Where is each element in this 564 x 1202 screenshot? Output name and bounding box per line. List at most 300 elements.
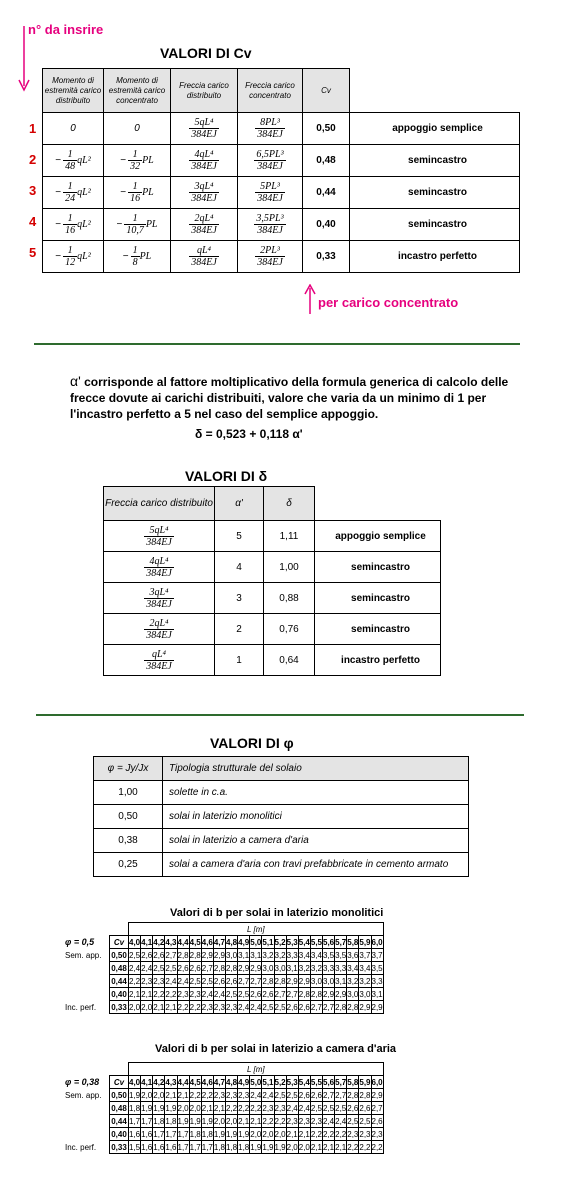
delta-row [104,583,441,614]
cv-support-label: incastro perfetto [350,241,520,273]
b-value: 2,6 [286,1002,298,1012]
b-value: 2,1 [165,1090,177,1100]
numerator: 1 [132,245,138,256]
b-value: 2,3 [141,976,153,986]
cv-moment-distributed [43,113,104,145]
delta-alpha: 4 [215,552,264,583]
b-value: 2,4 [286,1103,298,1113]
delta-table [103,486,441,676]
length-col: 4,1 [141,1077,153,1087]
b-value: 2,5 [238,989,250,999]
empty-cell [110,923,129,936]
cv-value: 0,48 [303,145,350,177]
b-value: 1,7 [165,1129,177,1139]
b-value: 1,9 [129,1090,141,1100]
minus-sign: − [116,219,123,231]
b-row [63,975,383,988]
value: 0 [70,123,76,134]
row-label [63,975,110,988]
denominator: 384EJ [146,598,172,610]
numerator: 2PL³ [255,245,285,257]
b-value: 1,6 [165,1142,177,1152]
b-value: 2,0 [129,1002,141,1012]
b-value: 3,4 [347,963,359,973]
fraction [189,181,219,204]
b-value: 2,2 [335,1129,347,1139]
fraction [189,117,219,140]
row-label [63,1102,110,1115]
b-value: 3,1 [371,989,383,999]
fraction-body [255,117,285,140]
b-value: 2,4 [165,976,177,986]
b-value: 2,4 [250,1090,262,1100]
denominator: 384EJ [146,629,172,641]
b-value: 2,7 [201,963,213,973]
fraction-body [189,149,219,172]
fraction [116,213,158,236]
phi-description: solette in c.a. [163,781,469,805]
delta-header: Freccia carico distribuito [104,487,215,521]
fraction-body [63,149,77,172]
minus-sign: − [120,187,127,199]
length-col: 4,0 [129,937,141,947]
delta-support-label: semincastro [315,614,441,645]
numerator: 1 [128,149,142,161]
b-value: 3,0 [323,976,335,986]
b-value: 3,2 [347,976,359,986]
b-value: 3,2 [274,950,286,960]
numerator: 8PL³ [255,117,285,129]
cv-deflection-distributed [171,241,238,273]
cv-header: Cv [110,936,129,949]
b-value: 1,7 [177,1142,189,1152]
b-value: 3,5 [323,950,335,960]
b-column-row [63,936,383,949]
phi-label: φ = 0,5 [65,937,95,947]
cv-title: VALORI DI Cv [160,45,252,61]
b-value: 2,0 [177,1103,189,1113]
fraction-body [128,181,142,204]
numerator: qL⁴ [189,245,219,257]
cv-header: Cv [303,69,350,113]
b-row [63,962,383,975]
b-value: 3,0 [226,950,238,960]
b-value: 2,2 [201,1090,213,1100]
b-value: 2,3 [298,1116,310,1126]
b-value: 2,7 [286,989,298,999]
delta-header: δ [264,487,315,521]
b-value: 2,8 [298,989,310,999]
length-col: 5,8 [347,937,359,947]
delta-row [104,521,441,552]
fraction [122,245,152,268]
b-value: 2,3 [213,1090,225,1100]
b-value: 2,3 [226,1002,238,1012]
b-value: 1,8 [165,1116,177,1126]
b-row [63,1115,383,1128]
phi-row [94,853,469,877]
numerator: qL⁴ [144,649,174,661]
b-value: 3,2 [359,976,371,986]
denominator: 384EJ [257,161,283,172]
length-col: 5,8 [347,1077,359,1087]
factor: PL [139,251,152,263]
empty-cell [63,923,110,936]
b-value: 2,5 [335,1103,347,1113]
b-value: 2,0 [226,1116,238,1126]
b-value: 2,2 [371,1142,383,1152]
fraction [144,648,174,672]
b-value: 1,8 [226,1142,238,1152]
cv-deflection-distributed [171,145,238,177]
delta-row [104,645,441,676]
b-value: 2,1 [213,1103,225,1113]
minus-sign: − [55,155,62,167]
row-number: 5 [29,245,37,260]
b-value: 2,9 [250,963,262,973]
cv-cell: 0,50 [111,1090,127,1100]
b-value: 2,5 [189,976,201,986]
fraction-body [189,181,219,204]
cv-row [43,113,520,145]
b-value: 1,9 [201,1116,213,1126]
numerator: 4qL⁴ [189,149,219,161]
b-value: 2,3 [274,1103,286,1113]
b-value: 3,7 [371,950,383,960]
row-label: Sem. app. [65,950,102,960]
b-value: 2,6 [177,963,189,973]
b-value: 1,8 [153,1116,165,1126]
numerator: 1 [63,245,77,257]
cv-value: 0,40 [303,209,350,241]
b-value: 2,0 [141,1002,153,1012]
fraction [189,245,219,268]
b-value: 3,2 [262,950,274,960]
b-value: 2,8 [347,1090,359,1100]
phi-value: 0,25 [94,853,163,877]
b-value: 1,9 [262,1142,274,1152]
b-value: 1,6 [141,1142,153,1152]
b-value: 2,7 [323,1002,335,1012]
denominator: 384EJ [191,129,217,140]
b-value: 2,0 [262,1129,274,1139]
b-value: 1,9 [274,1142,286,1152]
numerator: 1 [63,213,77,225]
b-row [63,988,383,1001]
delta-value: 0,64 [264,645,315,676]
delta-support-label: semincastro [315,583,441,614]
length-header: L [m] [129,1063,384,1076]
b-value: 2,9 [298,976,310,986]
fraction [144,617,174,641]
factor: PL [142,187,154,199]
b-value: 2,2 [310,1129,322,1139]
b-value: 1,7 [177,1129,189,1139]
b-value: 2,1 [298,1129,310,1139]
b-value: 3,6 [347,950,359,960]
cv-value: 0,33 [303,241,350,273]
length-col: 4,3 [165,937,177,947]
b-value: 2,7 [165,950,177,960]
b-value: 2,7 [274,989,286,999]
row-number: 3 [29,183,37,198]
fraction [55,213,91,236]
cv-header: Cv [110,1076,129,1089]
b-value: 2,1 [335,1142,347,1152]
length-col: 4,6 [201,937,213,947]
denominator: 384EJ [191,193,217,204]
alpha-symbol: α' [70,373,81,389]
length-col: 5,9 [359,1077,371,1087]
b-value: 2,0 [274,1129,286,1139]
cv-header: Momento di estremità carico distribuito [43,69,104,113]
fraction-body [144,525,174,548]
b-value: 2,7 [371,1103,383,1113]
cv-deflection-concentrated [238,113,303,145]
fraction [255,245,285,268]
cv-cell: 0,40 [111,989,127,999]
length-col: 5,7 [335,937,347,947]
row-label [63,1128,110,1141]
b-value: 1,9 [189,1116,201,1126]
length-col: 4,7 [213,937,225,947]
b-row [63,1001,383,1014]
length-col: 6,0 [371,1077,383,1087]
b-value: 2,1 [129,989,141,999]
b-value: 2,0 [298,1142,310,1152]
b-value: 2,4 [201,989,213,999]
cv-deflection-concentrated [238,177,303,209]
b-value: 3,7 [359,950,371,960]
b-value: 2,6 [347,1103,359,1113]
numerator: 2qL⁴ [144,618,174,630]
cv-deflection-distributed [171,209,238,241]
b-value: 2,5 [323,1103,335,1113]
cv-cell: 0,48 [111,1103,127,1113]
fraction-body [189,213,219,236]
b-value: 1,9 [165,1103,177,1113]
delta-support-label: incastro perfetto [315,645,441,676]
b-value: 2,7 [250,976,262,986]
fraction [55,245,91,268]
b-value: 3,3 [286,950,298,960]
b-value: 2,4 [213,989,225,999]
length-col: 4,2 [153,937,165,947]
b-value: 2,9 [201,950,213,960]
b-value: 2,9 [371,1002,383,1012]
b-value: 1,9 [250,1142,262,1152]
length-col: 4,6 [201,1077,213,1087]
length-col: 4,5 [189,1077,201,1087]
length-col: 5,3 [286,1077,298,1087]
b-value: 2,4 [141,963,153,973]
b-value: 2,2 [347,1142,359,1152]
length-col: 4,4 [177,937,189,947]
b-value: 2,1 [141,989,153,999]
b-value: 2,8 [226,963,238,973]
numerator: 5qL⁴ [144,525,174,537]
cv-cell: 0,44 [111,976,127,986]
cv-support-label: semincastro [350,209,520,241]
fraction [55,181,91,204]
fraction-body [254,213,285,236]
b-value: 2,8 [213,963,225,973]
b-value: 3,0 [310,976,322,986]
b-value: 2,2 [129,976,141,986]
fraction [189,149,219,172]
b-value: 2,0 [213,1116,225,1126]
b-value: 2,5 [201,976,213,986]
b-header-row [63,1063,383,1076]
length-col: 5,7 [335,1077,347,1087]
numerator: 6,5PL³ [256,149,284,160]
cv-deflection-concentrated [238,145,303,177]
length-col: 4,8 [226,937,238,947]
row-label: Inc. perf. [65,1002,97,1012]
b-value: 2,9 [238,963,250,973]
fraction-body [131,245,140,268]
cv-value: 0,44 [303,177,350,209]
divider [36,714,524,716]
b-value: 2,3 [310,1116,322,1126]
delta-row [104,552,441,583]
numerator: 2qL⁴ [189,213,219,225]
b-value: 2,1 [250,1116,262,1126]
b-value: 1,7 [189,1142,201,1152]
length-col: 4,8 [226,1077,238,1087]
length-col: 5,5 [310,1077,322,1087]
cv-cell: 0,44 [111,1116,127,1126]
b-value: 2,8 [274,976,286,986]
arrow-down-icon [18,26,30,94]
b-value: 1,9 [177,1116,189,1126]
b-value: 2,4 [250,1002,262,1012]
b-value: 2,1 [201,1103,213,1113]
denominator: 24 [65,193,76,204]
cv-header: Freccia carico concentrato [238,69,303,113]
phi-description: solai a camera d'aria con travi prefabbricate in cemento armato [163,853,469,877]
numerator: 4qL⁴ [144,556,174,568]
fraction-body [255,245,285,268]
minus-sign: − [122,251,129,263]
phi-value: 1,00 [94,781,163,805]
denominator: 16 [65,225,76,236]
fraction [255,117,285,140]
b-value: 2,7 [238,976,250,986]
cv-value: 0,50 [303,113,350,145]
b-value: 2,6 [226,976,238,986]
b-value: 2,0 [153,1090,165,1100]
numerator: 3qL⁴ [144,587,174,599]
length-col: 4,5 [189,937,201,947]
b-value: 2,1 [310,1142,322,1152]
b-value: 2,2 [238,1103,250,1113]
b-value: 1,6 [153,1142,165,1152]
b-value: 3,1 [238,950,250,960]
delta-deflection [104,552,215,583]
cv-header: Momento di estremità carico concentrato [104,69,171,113]
b-value: 2,1 [165,1002,177,1012]
fraction-body [189,117,219,140]
alpha-paragraph [70,373,520,422]
fraction-body [144,649,174,672]
factor: qL² [77,155,91,167]
b-value: 1,9 [226,1129,238,1139]
delta-value: 1,00 [264,552,315,583]
b-value: 2,0 [141,1090,153,1100]
denominator: 384EJ [257,193,283,204]
b-value: 2,1 [177,1090,189,1100]
b-row [63,1089,383,1102]
delta-support-label: semincastro [315,552,441,583]
b-value: 2,8 [347,1002,359,1012]
factor: PL [142,155,154,167]
phi-row [94,805,469,829]
delta-deflection [104,521,215,552]
delta-support-label: appoggio semplice [315,521,441,552]
numerator: 1 [128,181,142,193]
b-value: 3,4 [298,950,310,960]
numerator: 5PL³ [255,181,285,193]
cv-row [43,209,520,241]
b-value: 2,0 [250,1129,262,1139]
fraction-body [144,587,174,610]
length-header: L [m] [129,923,384,936]
delta-deflection [104,614,215,645]
cv-cell: 0,33 [111,1002,127,1012]
row-number: 1 [29,121,37,136]
numerator: 5qL⁴ [189,117,219,129]
b-value: 2,6 [189,963,201,973]
b-value: 1,8 [129,1103,141,1113]
b-value: 2,3 [226,1090,238,1100]
delta-alpha: 3 [215,583,264,614]
fraction [189,213,219,236]
b-value: 1,9 [153,1103,165,1113]
b-value: 2,7 [323,1090,335,1100]
cv-cell: 0,40 [111,1129,127,1139]
b1-table [63,922,384,1014]
row-number: 2 [29,152,37,167]
b-value: 3,1 [335,976,347,986]
b-value: 2,3 [371,1129,383,1139]
b-value: 2,2 [189,1090,201,1100]
length-col: 4,9 [238,1077,250,1087]
fraction [55,149,91,172]
annotation-bottom: per carico concentrato [318,295,459,310]
b-value: 2,3 [347,1129,359,1139]
b-value: 2,5 [165,963,177,973]
b-value: 2,6 [153,950,165,960]
fraction-body [63,245,77,268]
alpha-description: corrisponde al fattore moltiplicativo della formula generica di calcolo delle frecce dovute ai carichi distribuiti, valore che varia da un minimo di 1 per l'incastro perfetto a 5 nel caso del semplice appoggio. [70,375,509,421]
cv-moment-distributed [43,241,104,273]
length-col: 5,9 [359,937,371,947]
b-value: 2,8 [177,950,189,960]
phi-value: 0,50 [94,805,163,829]
b-value: 2,9 [323,989,335,999]
b-value: 3,3 [323,963,335,973]
b-value: 1,8 [213,1142,225,1152]
annotation-top: n° da insrire [28,22,104,37]
b-value: 2,5 [129,950,141,960]
phi-description: solai in laterizio monolitici [163,805,469,829]
b-value: 3,5 [371,963,383,973]
b-value: 2,3 [213,1002,225,1012]
phi-header: Tipologia strutturale del solaio [163,757,469,781]
fraction-body [144,556,174,579]
factor: qL² [77,251,91,263]
